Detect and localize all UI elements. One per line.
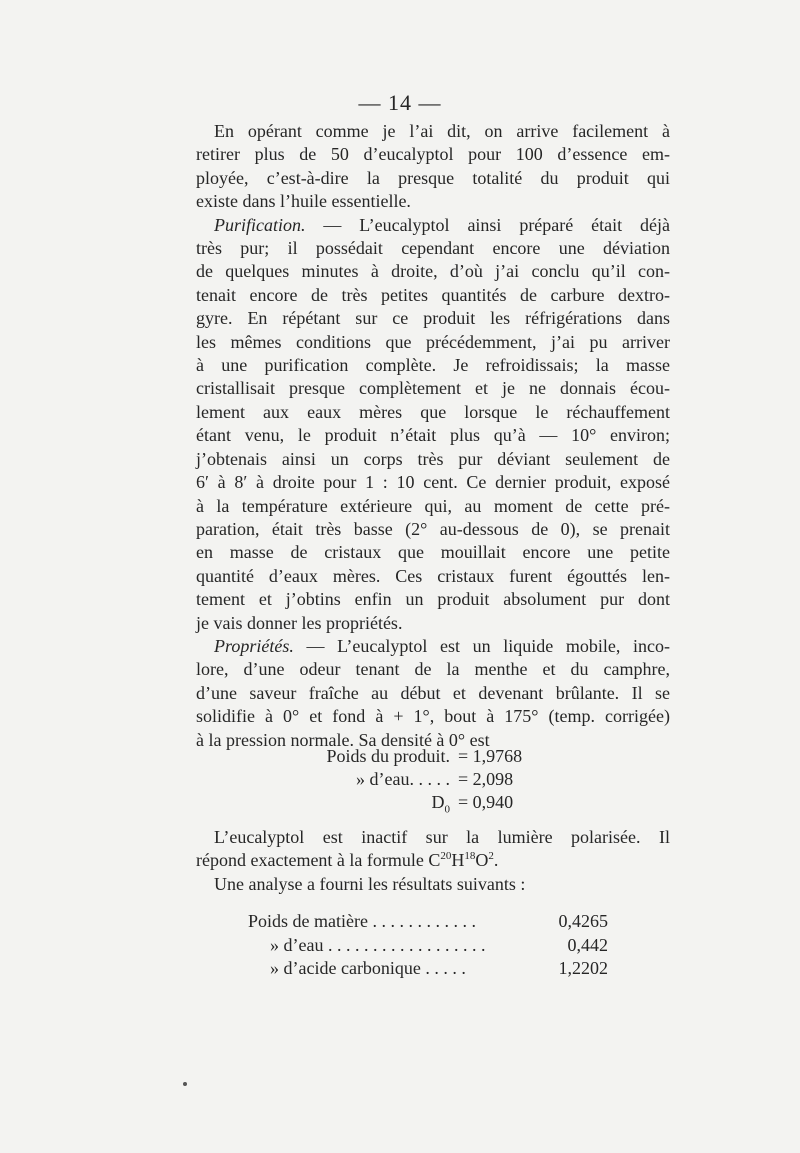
density-value: = 1,9768 bbox=[458, 746, 523, 766]
analysis-row bbox=[248, 934, 608, 958]
density-label: $D_0$ bbox=[431, 792, 450, 816]
density-value: = 2,098 bbox=[458, 769, 514, 789]
analysis-label: » d’acide carbonique . . . . . bbox=[270, 958, 466, 978]
text-line: En opérant comme je l’ai dit, on arrive facilement à bbox=[214, 121, 670, 141]
text-line: à une purification complète. Je refroidissais; la masse bbox=[196, 355, 670, 376]
analysis-row bbox=[248, 957, 608, 981]
density-label: » d’eau. . . . . bbox=[356, 769, 450, 789]
paragraph-purification bbox=[196, 214, 670, 635]
text-line: à la pression normale. Sa densité à 0° est bbox=[196, 729, 490, 750]
text-line: répond exactement à la formule $C^{20}H^{18}O^2$. bbox=[196, 850, 499, 871]
text-line: quantité d’eaux mères. Ces cristaux furent égouttés len- bbox=[196, 565, 670, 586]
text-line: Purification. — L’eucalyptol ainsi préparé était déjà bbox=[214, 214, 670, 235]
text-line: en masse de cristaux que mouillait encore une petite bbox=[196, 542, 670, 563]
text-line: je vais donner les propriétés. bbox=[196, 612, 403, 633]
page-number: — 14 — bbox=[358, 90, 442, 115]
text-line: très pur; il possédait cependant encore une déviation bbox=[196, 238, 670, 259]
analysis-table bbox=[248, 910, 608, 981]
analysis-row bbox=[248, 910, 608, 934]
text-line: tenait encore de très petites quantités de carbure dextro- bbox=[196, 284, 670, 305]
paragraph-proprietes bbox=[196, 635, 670, 752]
text-line: Une analyse a fourni les résultats suivants : bbox=[214, 873, 526, 894]
text-line: L’eucalyptol est inactif sur la lumière polarisée. Il bbox=[214, 827, 670, 847]
text-line: retirer plus de 50 d’eucalyptol pour 100 d’essence em- bbox=[196, 144, 670, 165]
text-line: lement aux eaux mères que lorsque le réchauffement bbox=[196, 401, 670, 422]
ink-speck bbox=[183, 1082, 187, 1086]
density-label: Poids du produit. bbox=[326, 746, 450, 766]
body-text bbox=[196, 120, 670, 752]
text-line: lore, d’une odeur tenant de la menthe et du camphre, bbox=[196, 659, 670, 680]
text-line: Propriétés. — L’eucalyptol est un liquide mobile, inco- bbox=[214, 635, 670, 656]
text-line: existe dans l’huile essentielle. bbox=[196, 191, 411, 212]
text-line: tement et j’obtins enfin un produit absolument pur dont bbox=[196, 589, 670, 610]
text-line: solidifie à 0° et fond à + 1°, bout à 175° (temp. corrigée) bbox=[196, 706, 670, 727]
text-line: gyre. En répétant sur ce produit les réfrigérations dans bbox=[196, 308, 670, 329]
section-heading-purification: Purification. bbox=[214, 214, 306, 235]
density-row bbox=[300, 768, 560, 791]
analysis-value: 0,442 bbox=[567, 934, 608, 955]
section-heading-proprietes: Propriétés. bbox=[214, 635, 294, 656]
text-line: les mêmes conditions que précédemment, j’ai pu arriver bbox=[196, 331, 670, 352]
density-table bbox=[300, 745, 560, 814]
analysis-value: 0,4265 bbox=[558, 911, 608, 931]
analysis-label: Poids de matière . . . . . . . . . . . . bbox=[248, 911, 476, 931]
text-line: ployée, c’est-à-dire la presque totalité du produit qui bbox=[196, 167, 670, 188]
analysis-value: 1,2202 bbox=[558, 958, 608, 978]
text-line: 6′ à 8′ à droite pour 1 : 10 cent. Ce dernier produit, exposé bbox=[196, 472, 670, 493]
chemical-formula: $C^{20}H^{18}O^2$. bbox=[428, 850, 499, 871]
body-text-2 bbox=[196, 826, 670, 896]
text-line: d’une saveur fraîche au début et devenant brûlante. Il se bbox=[196, 682, 670, 703]
paragraph-1 bbox=[196, 120, 670, 214]
text-line: paration, était très basse (2° au-dessous de 0), se prenait bbox=[196, 518, 670, 539]
analysis-label: » d’eau . . . . . . . . . . . . . . . . . . bbox=[270, 934, 486, 955]
text-line: de quelques minutes à droite, d’où j’ai conclu qu’il con- bbox=[196, 261, 670, 282]
text-line: j’obtenais ainsi un corps très pur déviant seulement de bbox=[196, 448, 670, 469]
density-value: = 0,940 bbox=[458, 792, 514, 812]
text-line: à la température extérieure qui, au moment de cette pré- bbox=[196, 495, 670, 516]
text-line: cristallisait presque complètement et je ne donnais écou- bbox=[196, 378, 670, 399]
density-row bbox=[300, 791, 560, 814]
text-line: étant venu, le produit n’était plus qu’à — 10° environ; bbox=[196, 425, 670, 446]
density-row bbox=[300, 745, 560, 768]
